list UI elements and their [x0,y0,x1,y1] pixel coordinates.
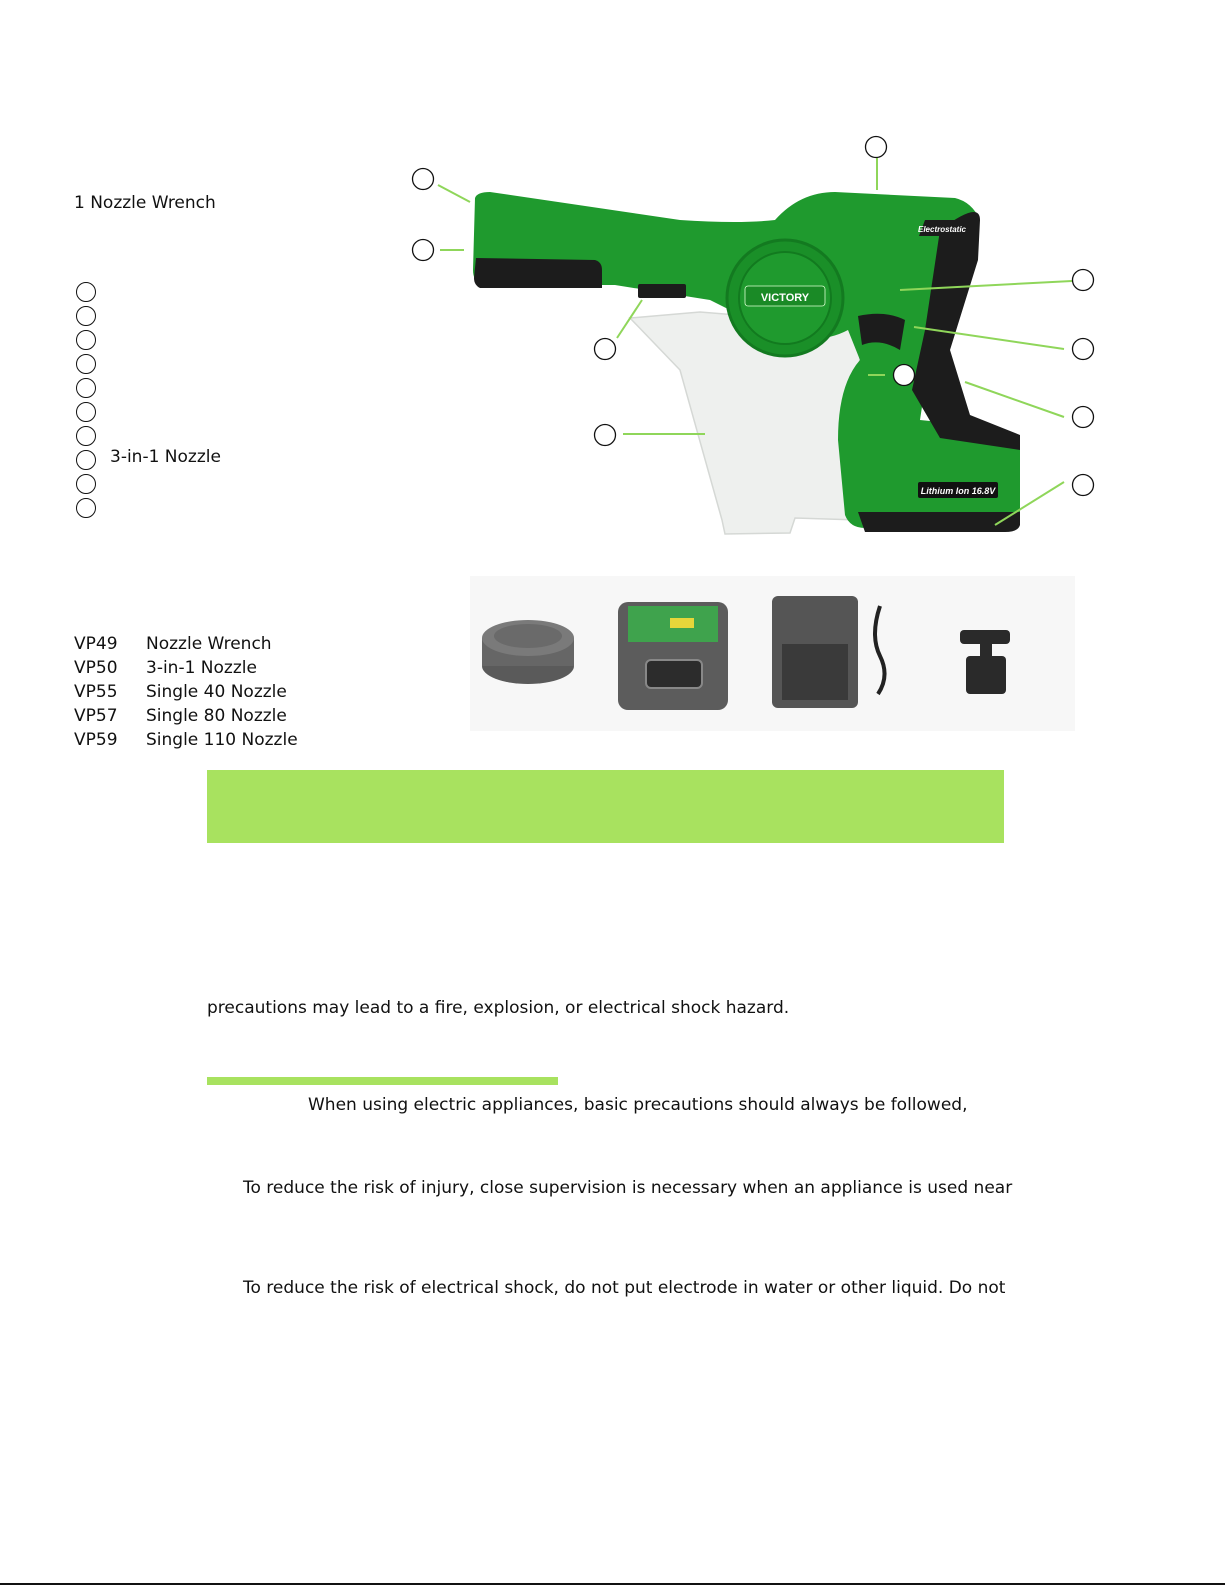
legend-circle-7 [76,426,96,446]
legend-circle-9 [76,474,96,494]
callout-circle [595,339,616,360]
battery-label: Lithium Ion 16.8V [920,486,996,496]
precautions-line: precautions may lead to a fire, explosion, or electrical shock hazard. [207,998,790,1018]
legend-circle-5 [76,378,96,398]
legend-circle-4 [76,354,96,374]
accessory-name: 3-in-1 Nozzle [146,658,257,678]
section-rule [207,1077,558,1085]
wrench-icon [960,630,1010,694]
sprayer-illustration [380,120,1120,550]
legend-circle-3 [76,330,96,350]
safeguard-item-1: To reduce the risk of injury, close supervision is necessary when an appliance is used near [243,1178,1013,1198]
accessory-code: VP55 [74,682,118,702]
front-grip [474,258,602,288]
accessories-list [74,634,334,754]
legend-circle-1 [76,282,96,302]
callout-circle [894,365,915,386]
callout-circle [866,137,887,158]
callout-circle [1073,339,1094,360]
legend-circle-8 [76,450,96,470]
legend-label-8: 3-in-1 Nozzle [110,447,221,467]
legend-circle-2 [76,306,96,326]
electrostatic-badge: Electrostatic [917,225,967,234]
accessory-code: VP50 [74,658,118,678]
callout-circle [1073,475,1094,496]
accessory-name: Nozzle Wrench [146,634,272,654]
legend-circle-10 [76,498,96,518]
accessory-name: Single 80 Nozzle [146,706,287,726]
callout-circle [1073,407,1094,428]
accessory-code: VP49 [74,634,118,654]
battery-icon [618,602,728,710]
accessory-code: VP59 [74,730,118,750]
safeguard-item-2: To reduce the risk of electrical shock, do not put electrode in water or other liquid. Do not [243,1278,1006,1298]
accessories-photo [470,576,1075,731]
included-item: 1 Nozzle Wrench [74,193,216,213]
callout-circle [1073,270,1094,291]
accessory-name: Single 110 Nozzle [146,730,298,750]
brand-logo: VICTORY [760,292,810,304]
section-banner [207,770,1004,843]
cap-icon [482,620,574,684]
battery-base [858,512,1020,532]
callout-circle [595,425,616,446]
legend-circle-6 [76,402,96,422]
nozzle-switch [638,284,686,298]
safeguards-intro: When using electric appliances, basic precautions should always be followed, [308,1095,968,1115]
callout-circle [413,240,434,261]
accessory-name: Single 40 Nozzle [146,682,287,702]
accessory-code: VP57 [74,706,118,726]
callout-circle [413,169,434,190]
solution-tank [630,312,860,534]
